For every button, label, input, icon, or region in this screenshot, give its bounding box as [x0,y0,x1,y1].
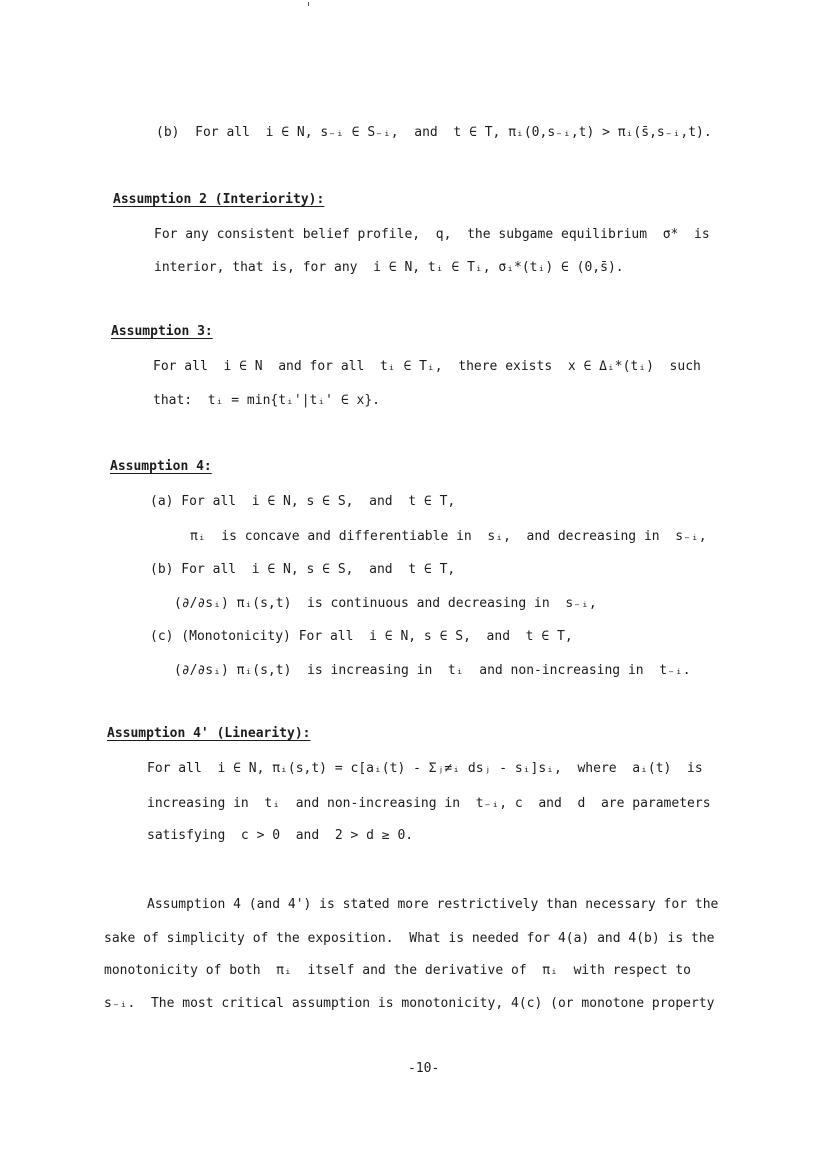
text-line: (∂/∂sᵢ) πᵢ(s,t) is increasing in tᵢ and non-increasing in t₋ᵢ. [174,663,691,678]
text-line: For any consistent belief profile, q, the subgame equilibrium σ* is [154,227,710,242]
page-number: -10- [408,1061,440,1076]
text-line: s₋ᵢ. The most critical assumption is monotonicity, 4(c) (or monotone property [104,996,715,1011]
text-line: Assumption 4 (and 4') is stated more restrictively than necessary for the [147,897,719,912]
text-line: (b) For all i ∈ N, s ∈ S, and t ∈ T, [150,562,456,577]
assumption-heading: Assumption 3: [111,324,213,339]
assumption-heading: Assumption 4' (Linearity): [107,726,311,741]
assumption-heading: Assumption 2 (Interiority): [113,192,325,207]
text-line: increasing in tᵢ and non-increasing in t₋ᵢ, c and d are parameters [147,796,711,811]
assumption-heading: Assumption 4: [110,459,212,474]
text-line: that: tᵢ = min{tᵢ'|tᵢ' ∈ x}. [153,393,380,408]
scan-mark [308,2,309,6]
text-line: (b) For all i ∈ N, s₋ᵢ ∈ S₋ᵢ, and t ∈ T, πᵢ(0,s₋ᵢ,t) > πᵢ(s̄,s₋ᵢ,t). [156,125,712,140]
text-line: (c) (Monotonicity) For all i ∈ N, s ∈ S, and t ∈ T, [150,629,573,644]
text-line: For all i ∈ N and for all tᵢ ∈ Tᵢ, there exists x ∈ Δᵢ*(tᵢ) such [153,359,701,374]
text-line: (∂/∂sᵢ) πᵢ(s,t) is continuous and decreasing in s₋ᵢ, [174,596,597,611]
text-line: (a) For all i ∈ N, s ∈ S, and t ∈ T, [150,494,456,509]
text-line: monotonicity of both πᵢ itself and the derivative of πᵢ with respect to [104,963,691,978]
text-line: satisfying c > 0 and 2 > d ≥ 0. [147,828,414,843]
text-line: sake of simplicity of the exposition. What is needed for 4(a) and 4(b) is the [104,931,715,946]
text-line: For all i ∈ N, πᵢ(s,t) = c[aᵢ(t) - Σⱼ≠ᵢ dsⱼ - sᵢ]sᵢ, where aᵢ(t) is [147,761,703,776]
text-line: interior, that is, for any i ∈ N, tᵢ ∈ Tᵢ, σᵢ*(tᵢ) ∈ (0,s̄). [154,260,624,275]
text-line: πᵢ is concave and differentiable in sᵢ, and decreasing in s₋ᵢ, [190,529,707,544]
